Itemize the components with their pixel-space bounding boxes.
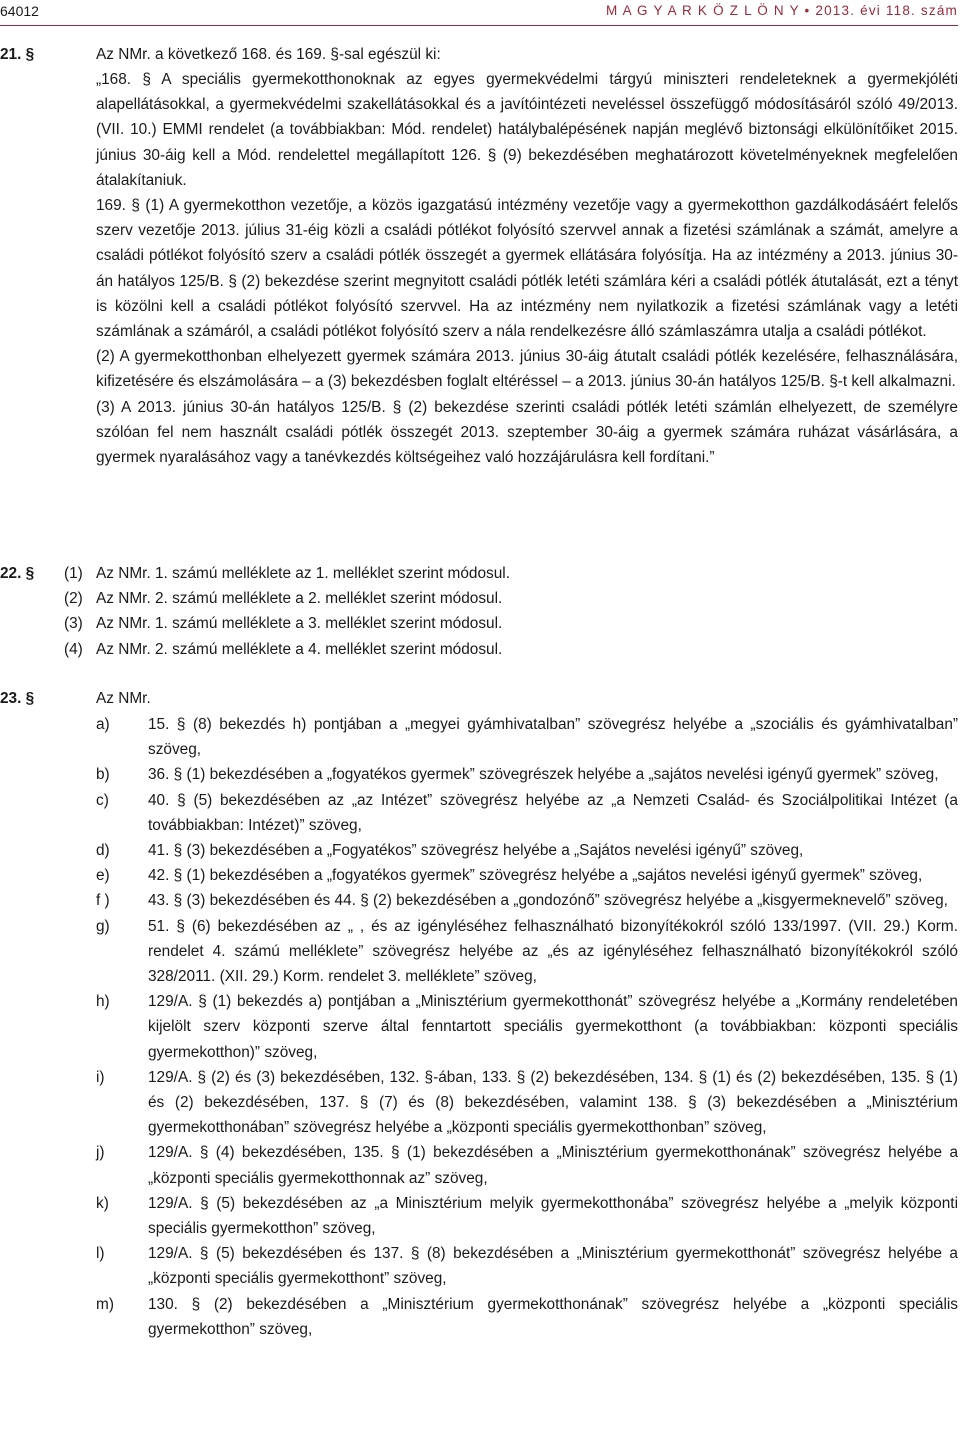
point-text: 43. § (3) bekezdésében és 44. § (2) bekezdésében a „gondozónő” szövegrész helyébe a „kisgyermeknevelő” szöveg,	[148, 892, 948, 910]
point-text: 129/A. § (4) bekezdésében, 135. § (1) bekezdésében a „Minisztérium gyermekotthonának” szövegrész helyébe a „központi speciális gyermekotthonnak az” szöveg,	[148, 1144, 958, 1187]
list-item	[96, 788, 958, 838]
list-item	[96, 1191, 958, 1241]
list-item	[96, 1241, 958, 1291]
point-label: d)	[96, 842, 110, 860]
list-item	[96, 1140, 958, 1190]
point-label: m)	[96, 1295, 114, 1313]
item-text: Az NMr. 2. számú melléklete a 2. melléklet szerint módosul.	[96, 590, 503, 608]
item-label: (3)	[64, 615, 83, 633]
section-21-body	[96, 67, 958, 470]
item-text: Az NMr. 1. számú melléklete az 1. melléklet szerint módosul.	[96, 565, 510, 582]
point-text: 40. § (5) bekezdésében az „az Intézet” szövegrész helyébe az „a Nemzeti Család- és Szociálpolitikai Intézet (a továbbiakban: Intézet)” szöveg,	[148, 791, 958, 834]
running-header	[0, 0, 960, 22]
list-item	[96, 762, 958, 787]
section-22-list	[64, 561, 960, 662]
point-label: h)	[96, 993, 110, 1011]
paragraph-169-1: 169. § (1) A gyermekotthon vezetője, a közös igazgatású intézmény vezetője vagy a gyermekotthon gazdálkodásáért felelős szerv vezetője 2013. július 31-éig közli a családi pótlékot folyósító szervvel annak a fizetési számlának a számát, amelyre a családi pótlékot folyósító szerv a családi pótlék összegét a gyermek ellátására folyósítja. Ha az intézmény a 2013. június 30-án hatályos 125/B. § (2) bekezdése szerint megnyitott családi pótlék letéti számlára kéri a családi pótlék átutalását, ezt a tényt is közölni kell a családi pótlékot folyósító szervvel. Ha az intézmény nem nyilatkozik a fizetési számlának vagy a letéti számlának a számáról, a családi pótlékot folyósító szerv a nála rendelkezésre álló számlaszámra utalja a családi pótlékot.	[96, 197, 958, 341]
point-text: 129/A. § (1) bekezdés a) pontjában a „Minisztérium gyermekotthonát” szövegrész helyébe a „Kormány rendeletében kijelölt szerv központi szerve által fenntartott speciális gyermekotthont (a továbbiakban: központi speciális gyermekotthon)” szöveg,	[148, 993, 958, 1061]
page-number: 64012	[0, 3, 39, 19]
list-item	[96, 712, 958, 762]
section-intro: Az NMr. a következő 168. és 169. §-sal egészül ki:	[96, 46, 441, 63]
item-label: (4)	[64, 640, 83, 658]
point-label: l)	[96, 1245, 105, 1263]
point-text: 15. § (8) bekezdés h) pontjában a „megyei gyámhivatalban” szövegrész helyébe a „szociális és gyámhivatalban” szöveg,	[148, 716, 958, 759]
point-text: 41. § (3) bekezdésében a „Fogyatékos” szövegrész helyébe a „Sajátos nevelési igényű” szöveg,	[148, 842, 804, 860]
point-label: j)	[96, 1144, 105, 1162]
point-text: 51. § (6) bekezdésében az „ , és az igényléséhez felhasználható bizonyítékokról szóló 133/1997. (VII. 29.) Korm. rendelet 4. számú melléklete” szövegrész helyébe az „és az igényléséhez felhasználható bizonyítékokról szóló 328/2011. (XII. 29.) Korm. rendelet 3. melléklete” szöveg,	[148, 917, 958, 986]
point-text: 129/A. § (2) és (3) bekezdésében, 132. §-ában, 133. § (2) bekezdésében, 134. § (1) és (2) bekezdésében, 135. § (1) és (2) bekezdésében, 137. § (7) és (8) bekezdésében, valamint 138. § (3) bekezdésében a „Minisztérium gyermekotthonában” szövegrész helyébe a „központi speciális gyermekotthonban” szöveg,	[148, 1068, 958, 1137]
list-item	[96, 863, 958, 888]
paragraph-168: „168. § A speciális gyermekotthonoknak az egyes gyermekvédelmi tárgyú miniszteri rendeleteknek a gyermekjóléti alapellátásokkal, a gyermekvédelmi szakellátásokkal és a javítóintézeti neveléssel összefüggő módosításáról szóló 49/2013. (VII. 10.) EMMI rendelet (a továbbiakban: Mód. rendelet) hatálybalépésének napján meglévő biztonsági elkülönítőiket 2015. június 30-áig kell a Mód. rendelettel megállapított 126. § (9) bekezdésében meghatározott követelményeknek megfelelően átalakítaniuk.	[96, 71, 958, 189]
section-number: 21. §	[0, 46, 35, 63]
list-item	[64, 611, 960, 636]
list-item	[64, 586, 960, 611]
list-item	[96, 838, 958, 863]
point-label: k)	[96, 1194, 109, 1212]
section-23-points	[96, 712, 958, 1342]
paragraph-169-3: (3) A 2013. június 30-án hatályos 125/B. § (2) bekezdése szerinti családi pótlék letéti számlán elhelyezett, de személyre szólóan fel nem használt családi pótlék összegét 2013. szeptember 30-áig a gyermek számára ruházat vásárlására, a gyermek nyaralásához vagy a tanévkezdés költségeihez való hozzájárulásra kell fordítani.”	[96, 398, 958, 467]
point-label: f )	[96, 892, 110, 910]
point-text: 130. § (2) bekezdésében a „Minisztérium gyermekotthonának” szövegrész helyébe a „központi speciális gyermekotthon” szöveg,	[148, 1295, 958, 1338]
header-rule	[0, 25, 958, 26]
point-label: a)	[96, 716, 110, 733]
point-text: 129/A. § (5) bekezdésében és 137. § (8) bekezdésében a „Minisztérium gyermekotthonát” szövegrész helyébe a „központi speciális gyermekotthont” szöveg,	[148, 1245, 958, 1288]
section-number: 23. §	[0, 690, 35, 707]
paragraph-169-2: (2) A gyermekotthonban elhelyezett gyermek számára 2013. június 30-áig átutalt családi pótlék kezelésére, felhasználására, kifizetésére és elszámolására – a (3) bekezdésben foglalt eltéréssel – a 2013. június 30-án hatályos 125/B. §-t kell alkalmazni.	[96, 348, 958, 391]
journal-title: M A G Y A R K Ö Z L Ö N Y • 2013. évi 118. szám	[605, 3, 958, 18]
section-intro: Az NMr.	[96, 690, 151, 707]
item-text: Az NMr. 2. számú melléklete a 4. melléklet szerint módosul.	[96, 640, 503, 658]
list-item	[96, 888, 958, 913]
point-label: b)	[96, 766, 110, 784]
list-item	[96, 989, 958, 1065]
list-item	[64, 637, 960, 662]
point-text: 36. § (1) bekezdésében a „fogyatékos gyermek” szövegrészek helyébe a „sajátos nevelési igényű gyermek” szöveg,	[148, 766, 939, 784]
point-text: 129/A. § (5) bekezdésében az „a Minisztérium melyik gyermekotthonába” szövegrész helyébe a „melyik központi speciális gyermekotthon” szöveg,	[148, 1194, 958, 1238]
list-item	[96, 1065, 958, 1141]
list-item	[96, 914, 958, 990]
point-label: e)	[96, 867, 110, 885]
section-number: 22. §	[0, 565, 35, 582]
point-label: i)	[96, 1068, 105, 1086]
point-label: g)	[96, 917, 110, 935]
list-item	[96, 1292, 958, 1342]
point-text: 42. § (1) bekezdésében a „fogyatékos gyermek” szövegrész helyébe a „sajátos nevelési igényű gyermek” szöveg,	[148, 867, 923, 885]
list-item	[64, 561, 960, 586]
point-label: c)	[96, 791, 109, 809]
item-label: (2)	[64, 590, 83, 608]
item-label: (1)	[64, 565, 83, 582]
item-text: Az NMr. 1. számú melléklete a 3. melléklet szerint módosul.	[96, 615, 503, 633]
